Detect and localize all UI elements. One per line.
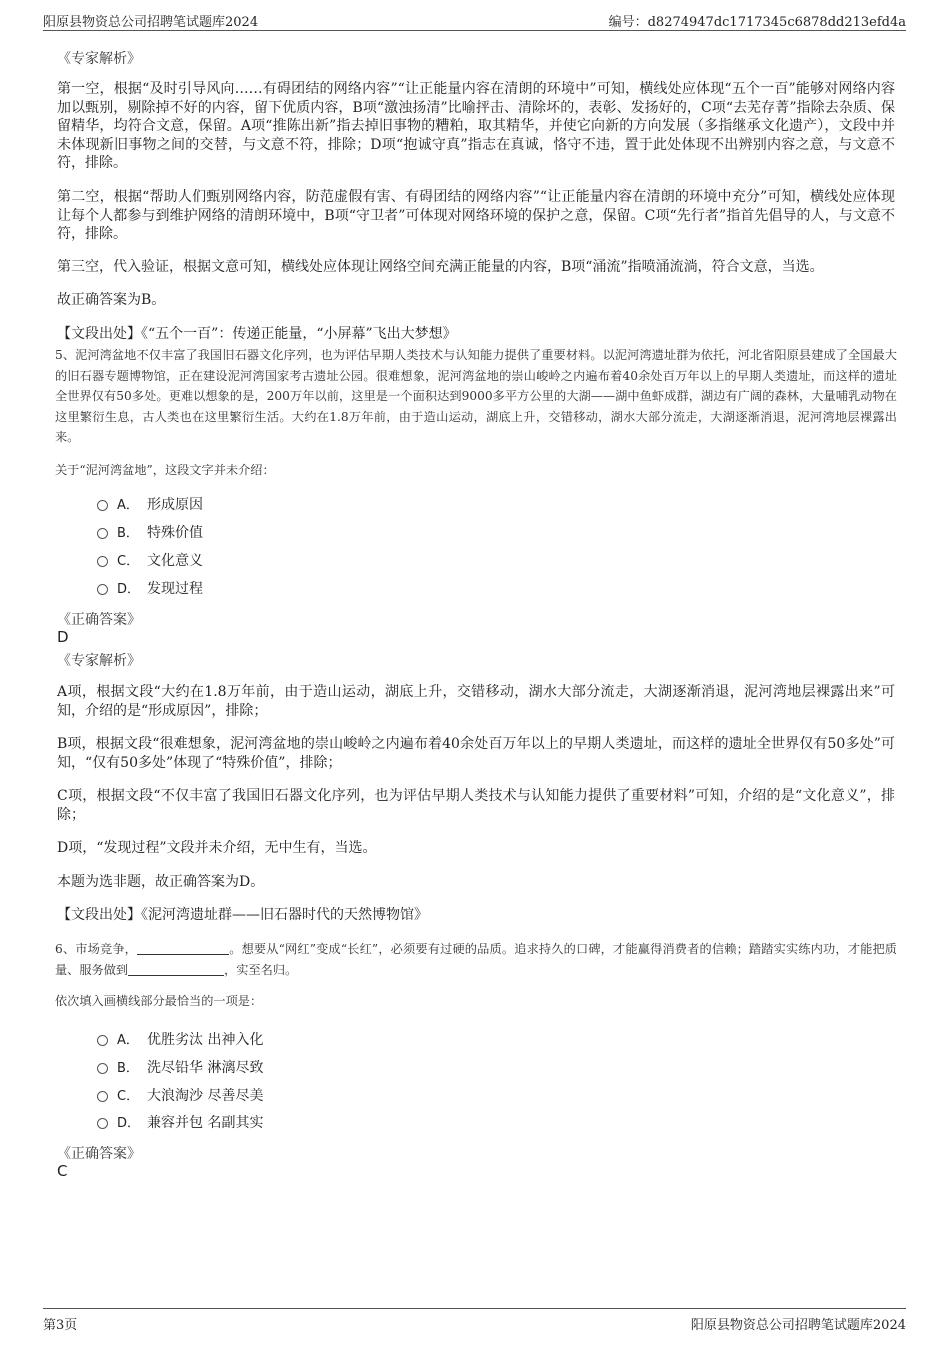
- option-b[interactable]: B． 特殊价值: [97, 523, 203, 543]
- page-footer: [43, 1308, 906, 1333]
- fill-blank: [128, 963, 224, 976]
- expert-analysis-label: 《专家解析》: [57, 51, 141, 67]
- option-b[interactable]: B． 洗尽铅华 淋漓尽致: [97, 1058, 263, 1078]
- correct-answer-label: 《正确答案》: [57, 1146, 141, 1162]
- analysis-paragraph: 本题为选非题，故正确答案为D。: [57, 874, 265, 890]
- source-citation: 【文段出处】《“五个一百”：传递正能量，“小屏幕”飞出大梦想》: [57, 326, 457, 342]
- expert-analysis-label: 《专家解析》: [57, 653, 141, 669]
- radio-icon[interactable]: [97, 1091, 108, 1102]
- analysis-paragraph: B项，根据文段“很难想象，泥河湾盆地的崇山峻岭之内遍布着40余处百万年以上的早期人类遗址，而这样的遗址全世界仅有50多处”可知，“仅有50多处”体现了“特殊价值”，排除；: [57, 736, 895, 771]
- radio-icon[interactable]: [97, 528, 108, 539]
- page-number: 第3页: [43, 1318, 78, 1333]
- question-prompt: 关于“泥河湾盆地”，这段文字并未介绍：: [55, 463, 275, 477]
- page-header: [43, 0, 906, 31]
- option-c[interactable]: C． 文化意义: [97, 551, 203, 571]
- option-d[interactable]: D． 发现过程: [97, 579, 203, 599]
- question-stem: 6、市场竞争， 。想要从“网红”变成“长红”，必须要有过硬的品质。追求持久的口碑，才能赢得消费者的信赖；踏踏实实练内功，才能把质量、服务做到 ，实至名归。: [55, 942, 897, 977]
- question-stem: 5、泥河湾盆地不仅丰富了我国旧石器文化序列，也为评估早期人类技术与认知能力提供了重要材料。以泥河湾遗址群为依托，河北省阳原县建成了全国最大的旧石器专题博物馆，正在建设泥河湾国家考古遗址公园。很难想象，泥河湾盆地的崇山峻岭之内遍布着40余处百万年以上的早期人类遗址，而这样的遗址全世界仅有50多处。更难以想象的是，200万年以前，这里是一个面积达到9000多平方公里的大湖——湖中鱼虾成群，湖边有广阔的森林，大量哺乳动物在这里繁衍生息，古人类也在这里繁衍生活。大约在1.8万年前，由于造山运动，湖底上升，交错移动，湖水大部分流走，大湖逐渐消退，泥河湾地层裸露出来。: [55, 348, 897, 444]
- radio-icon[interactable]: [97, 500, 108, 511]
- source-citation: 【文段出处】《泥河湾遗址群——旧石器时代的天然博物馆》: [57, 907, 428, 923]
- option-a[interactable]: A． 优胜劣汰 出神入化: [97, 1030, 263, 1050]
- correct-answer: C: [57, 1162, 68, 1180]
- footer-title: 阳原县物资总公司招聘笔试题库2024: [690, 1318, 906, 1333]
- radio-icon[interactable]: [97, 1063, 108, 1074]
- analysis-paragraph: C项，根据文段“不仅丰富了我国旧石器文化序列，也为评估早期人类技术与认知能力提供了重要材料”可知，介绍的是“文化意义”，排除；: [57, 788, 895, 823]
- header-serial: 编号：d8274947dc1717345c6878dd213efd4a: [608, 15, 906, 30]
- radio-icon[interactable]: [97, 556, 108, 567]
- analysis-paragraph: 第三空，代入验证，根据文意可知，横线处应体现让网络空间充满正能量的内容，B项“涌流”指喷涌流淌，符合文意，当选。: [57, 259, 824, 275]
- analysis-paragraph: 故正确答案为B。: [57, 292, 166, 308]
- header-title: 阳原县物资总公司招聘笔试题库2024: [43, 15, 259, 30]
- correct-answer: D: [57, 628, 69, 646]
- option-c[interactable]: C． 大浪淘沙 尽善尽美: [97, 1086, 263, 1106]
- radio-icon[interactable]: [97, 1035, 108, 1046]
- radio-icon[interactable]: [97, 584, 108, 595]
- analysis-paragraph: D项，“发现过程”文段并未介绍，无中生有，当选。: [57, 840, 377, 856]
- question-prompt: 依次填入画横线部分最恰当的一项是：: [55, 994, 263, 1008]
- radio-icon[interactable]: [97, 1118, 108, 1129]
- analysis-paragraph: 第一空，根据“及时引导风向……有碍团结的网络内容”“让正能量内容在清朗的环境中”可知，横线处应体现“五个一百”能够对网络内容加以甄别，剔除掉不好的内容，留下优质内容，B项“激浊扬清”比喻抨击、清除坏的，表彰、发扬好的，C项“去芜存菁”指除去杂质、保留精华，均符合文意，保留。A项“推陈出新”指去掉旧事物的糟粕，取其精华，并使它向新的方向发展（多指继承文化遗产），文段中并未体现新旧事物之间的交替，与文意不符，排除；D项“抱诚守真”指志在真诚，恪守不违，置于此处体现不出辨别内容之意，与文意不符，排除。: [57, 81, 895, 171]
- option-d[interactable]: D． 兼容并包 名副其实: [97, 1113, 263, 1133]
- option-a[interactable]: A． 形成原因: [97, 495, 203, 515]
- fill-blank: [137, 942, 229, 955]
- correct-answer-label: 《正确答案》: [57, 612, 141, 628]
- analysis-paragraph: A项，根据文段“大约在1.8万年前，由于造山运动，湖底上升，交错移动，湖水大部分流走，大湖逐渐消退，泥河湾地层裸露出来”可知，介绍的是“形成原因”，排除；: [57, 684, 895, 719]
- analysis-paragraph: 第二空，根据“帮助人们甄别网络内容，防范虚假有害、有碍团结的网络内容”“让正能量内容在清朗的环境中充分”可知，横线处应体现让每个人都参与到维护网络的清朗环境中，B项“守卫者”可体现对网络环境的保护之意，保留。C项“先行者”指首先倡导的人，与文意不符，排除。: [57, 189, 895, 242]
